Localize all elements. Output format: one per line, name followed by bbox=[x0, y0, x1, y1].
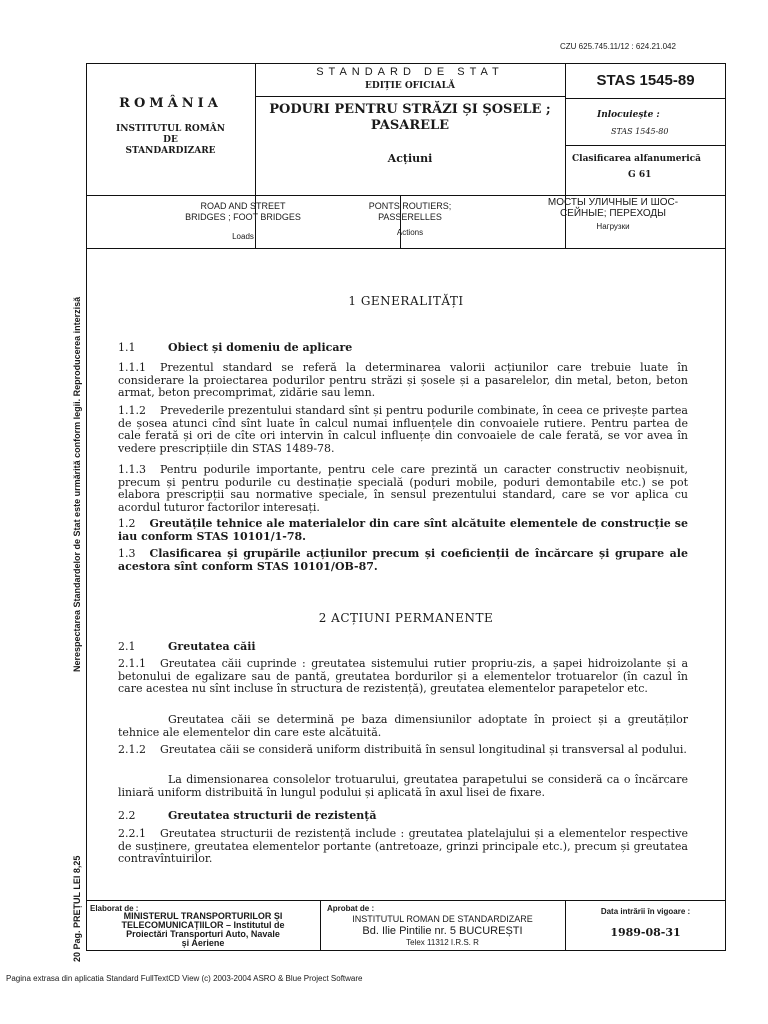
effective-date-label: Data intrării în vigoare : bbox=[600, 907, 691, 916]
heading-2-1: 2.1 Greutatea căii bbox=[118, 640, 256, 653]
stas-number: STAS 1545-89 bbox=[596, 72, 695, 89]
russian-title: МОСТЫ УЛИЧНЫЕ И ШОС- СЕЙНЫЕ; ПЕРЕХОДЫ bbox=[547, 197, 679, 219]
paragraph-2-1-1: 2.1.1 Greutatea căii cuprinde : greutatea sistemului rutier propriu-zis, a șapei hidroizolante și a betonului de egalizare sau de pantă, greutatea bordurilor și a elementelor trotuarelor (în cazul în care acestea nu sînt incluse în structura de rezistență), greutatea elementelor parapetelor etc. bbox=[118, 657, 688, 695]
russian-subtitle: Нагрузки bbox=[596, 222, 630, 231]
legal-notice-side: Nerespectarea Standardelor de Stat este urmărită conform legii. Reproducerea interzisă bbox=[72, 296, 82, 672]
standard-label: STANDARD DE STAT bbox=[316, 66, 504, 78]
header-col-divider-2 bbox=[565, 63, 566, 248]
replaces-label: Inlocuiește : bbox=[597, 110, 660, 120]
header-divider bbox=[86, 195, 726, 196]
title-line-2: PASARELE bbox=[370, 118, 450, 133]
subtitle: Acțiuni bbox=[387, 152, 433, 165]
paragraph-1-1-1: 1.1.1 Prezentul standard se referă la determinarea valorii acțiunilor care trebuie luate în considerare la proiectarea podurilor pentru străzi și șosele și a pasarelelor, din metal, beton, beton armat, beton precomprimat, zidărie sau lemn. bbox=[118, 361, 688, 399]
aprobat-label: Aprobat de : bbox=[327, 904, 375, 913]
classification-value: G 61 bbox=[628, 170, 652, 180]
english-subtitle: Loads bbox=[232, 232, 254, 241]
paragraph-1-3: 1.3 Clasificarea și grupările acțiunilor precum și coeficienții de încărcare și grupare ale acestora sînt conform STAS 10101/OB-87. bbox=[118, 547, 688, 573]
footer-divider bbox=[86, 900, 726, 901]
title-line-1: PODURI PENTRU STRĂZI ȘI ȘOSELE ; bbox=[269, 102, 551, 117]
elaborat-details: MINISTERUL TRANSPORTURILOR ȘI TELECOMUNICAȚIILOR – Institutul de Proiectări Transporturi Auto, Navale și Aeriene bbox=[121, 911, 285, 948]
french-subtitle: Actions bbox=[396, 228, 424, 237]
institute-name: INSTITUTUL ROMÂN DE STANDARDIZARE bbox=[116, 124, 225, 156]
heading-2-2: 2.2 Greutatea structurii de rezistență bbox=[118, 809, 377, 822]
section-2-title: 2 ACȚIUNI PERMANENTE bbox=[318, 611, 494, 625]
stas-divider bbox=[565, 98, 726, 99]
english-title: ROAD AND STREET BRIDGES ; FOOT BRIDGES bbox=[185, 201, 301, 222]
paragraph-2-1-1-b: Greutatea căii se determină pe baza dimensiunilor adoptate în proiect și a greutăților tehnice ale elementelor din care este alcătuită. bbox=[118, 713, 688, 739]
paragraph-2-2-1: 2.2.1 Greutatea structurii de rezistență include : greutatea platelajului și a elementelor respective de susținere, greutatea elementelor portante (antretoaze, grinzi principale etc.), precum și greutatea contravîntuirilor. bbox=[118, 827, 688, 865]
french-title: PONTS ROUTIERS; PASSERELLES bbox=[368, 201, 452, 222]
bottom-note: Pagina extrasa din aplicatia Standard FullTextCD View (c) 2003-2004 ASRO & Blue Project Software bbox=[6, 974, 363, 983]
heading-1-1: 1.1 Obiect și domeniu de aplicare bbox=[118, 341, 353, 354]
replaces-divider bbox=[565, 145, 726, 146]
aprobat-details: INSTITUTUL ROMAN DE STANDARDIZARE Bd. Ilie Pintilie nr. 5 BUCUREȘTI Telex 11312 I.R.S. R bbox=[352, 914, 533, 947]
elaborat-label: Elaborat de : bbox=[90, 904, 139, 913]
paragraph-2-1-2-b: La dimensionarea consolelor trotuarului, greutatea parapetului se consideră ca o încărcare liniară uniform distribuită în lungul podului și aplicată în axul lisei de fixare. bbox=[118, 773, 688, 799]
effective-date-value: 1989-08-31 bbox=[610, 926, 681, 939]
paragraph-1-2: 1.2 Greutățile tehnice ale materialelor din care sînt alcătuite elementele de construcție se iau conform STAS 10101/1-78. bbox=[118, 517, 688, 543]
edition-label: EDIȚIE OFICIALĂ bbox=[365, 81, 455, 91]
classification-label: Clasificarea alfanumerică bbox=[572, 154, 701, 164]
translations-divider bbox=[86, 248, 726, 249]
section-1-title: 1 GENERALITĂȚI bbox=[348, 294, 464, 308]
title-divider bbox=[255, 96, 565, 97]
paragraph-2-1-2: 2.1.2 Greutatea căii se consideră uniform distribuită în sensul longitudinal și transversal al podului. bbox=[118, 743, 687, 756]
replaces-value: STAS 1545-80 bbox=[611, 127, 669, 136]
paragraph-1-1-3: 1.1.3 Pentru podurile importante, pentru cele care prezintă un caracter constructiv neobișnuit, precum și pentru podurile cu destinație specială (poduri mobile, poduri demontabile etc.) se pot elabora prescripții sau normative speciale, în sensul prezentului standard, care se vor aplica cu acordul tuturor factorilor interesați. bbox=[118, 463, 688, 514]
price-side: 20 Pag. PREȚUL LEI 8,25 bbox=[72, 855, 82, 962]
paragraph-1-1-2: 1.1.2 Prevederile prezentului standard sînt și pentru podurile combinate, în ceea ce privește partea de șosea atunci cînd sînt luate în calcul numai influențele din convoaiele rutiere. Pentru partea de cale ferată și ori de cîte ori intervin în calcul influențe din convoaiele de cale ferată, se vor avea în vedere prescripțiile din STAS 1489-78. bbox=[118, 404, 688, 455]
country-name: ROMÂNIA bbox=[119, 96, 222, 111]
czu-code: CZU 625.745.11/12 : 624.21.042 bbox=[560, 42, 676, 51]
